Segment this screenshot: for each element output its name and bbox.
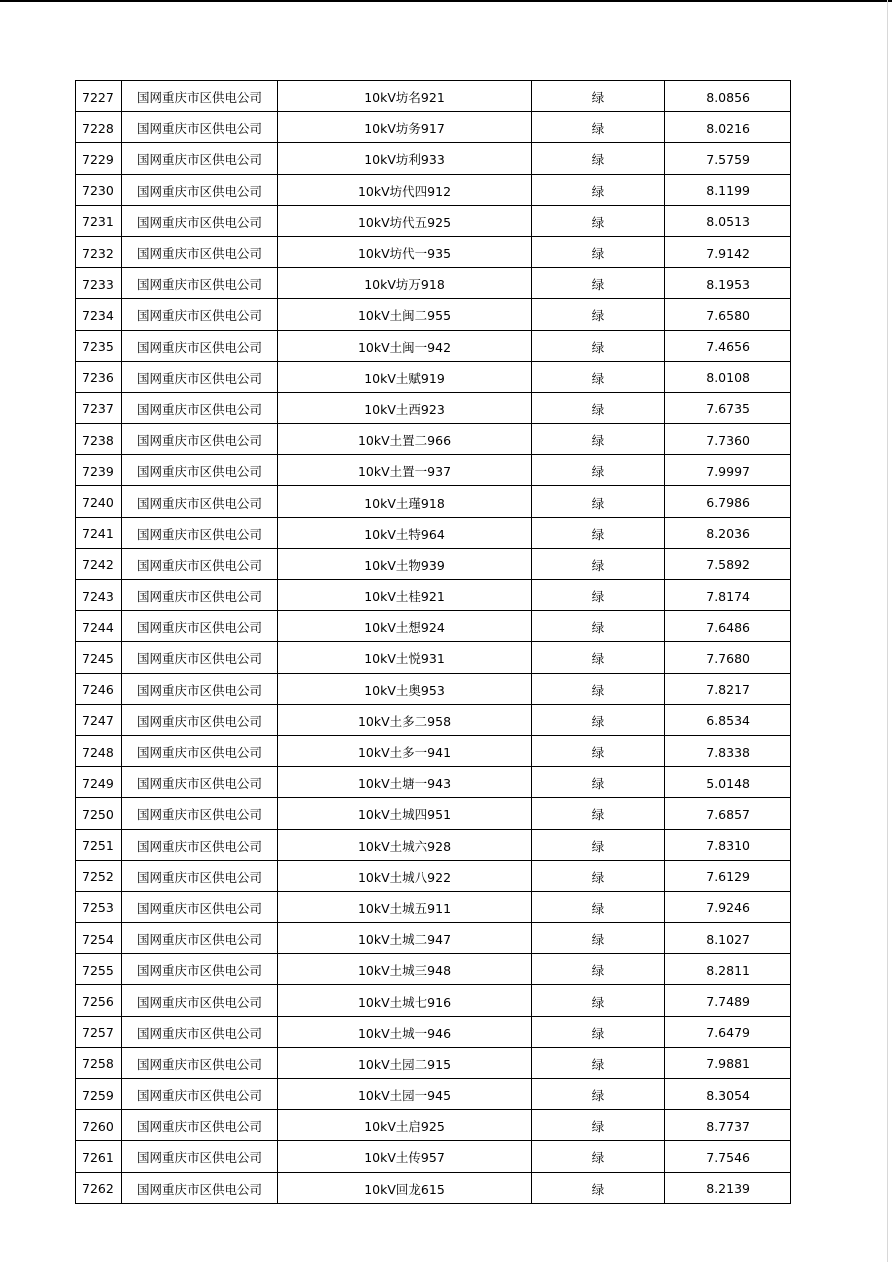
table-row (76, 112, 791, 143)
company-name: 国网重庆市区供电公司 (122, 642, 278, 673)
feeder-line-name: 10kV坊代一935 (278, 236, 532, 267)
company-name: 国网重庆市区供电公司 (122, 891, 278, 922)
row-number: 7231 (76, 205, 122, 236)
metric-value: 7.7680 (665, 642, 791, 673)
company-name: 国网重庆市区供电公司 (122, 112, 278, 143)
company-name: 国网重庆市区供电公司 (122, 704, 278, 735)
company-name: 国网重庆市区供电公司 (122, 580, 278, 611)
company-name: 国网重庆市区供电公司 (122, 954, 278, 985)
feeder-line-name: 10kV土城四951 (278, 798, 532, 829)
feeder-line-name: 10kV土城五911 (278, 891, 532, 922)
feeder-line-name: 10kV坊万918 (278, 268, 532, 299)
feeder-data-table (75, 80, 791, 1204)
status-color: 绿 (532, 1172, 665, 1203)
feeder-line-name: 10kV坊名921 (278, 81, 532, 112)
metric-value: 8.2139 (665, 1172, 791, 1203)
table-row (76, 1110, 791, 1141)
page-top-border (0, 0, 892, 2)
company-name: 国网重庆市区供电公司 (122, 486, 278, 517)
company-name: 国网重庆市区供电公司 (122, 860, 278, 891)
table-body (76, 81, 791, 1204)
row-number: 7261 (76, 1141, 122, 1172)
row-number: 7246 (76, 673, 122, 704)
feeder-line-name: 10kV土奥953 (278, 673, 532, 704)
row-number: 7232 (76, 236, 122, 267)
metric-value: 7.6857 (665, 798, 791, 829)
status-color: 绿 (532, 891, 665, 922)
feeder-line-name: 10kV土瑾918 (278, 486, 532, 517)
company-name: 国网重庆市区供电公司 (122, 923, 278, 954)
metric-value: 8.2811 (665, 954, 791, 985)
row-number: 7242 (76, 548, 122, 579)
status-color: 绿 (532, 299, 665, 330)
table-row (76, 1016, 791, 1047)
company-name: 国网重庆市区供电公司 (122, 611, 278, 642)
feeder-line-name: 10kV坊务917 (278, 112, 532, 143)
metric-value: 7.8174 (665, 580, 791, 611)
status-color: 绿 (532, 1141, 665, 1172)
table-row (76, 81, 791, 112)
company-name: 国网重庆市区供电公司 (122, 455, 278, 486)
table-row (76, 1172, 791, 1203)
company-name: 国网重庆市区供电公司 (122, 798, 278, 829)
row-number: 7257 (76, 1016, 122, 1047)
feeder-line-name: 10kV土西923 (278, 392, 532, 423)
metric-value: 7.9246 (665, 891, 791, 922)
feeder-line-name: 10kV土园一945 (278, 1079, 532, 1110)
table-row (76, 236, 791, 267)
status-color: 绿 (532, 1079, 665, 1110)
row-number: 7262 (76, 1172, 122, 1203)
metric-value: 7.5892 (665, 548, 791, 579)
company-name: 国网重庆市区供电公司 (122, 236, 278, 267)
status-color: 绿 (532, 268, 665, 299)
row-number: 7228 (76, 112, 122, 143)
row-number: 7258 (76, 1047, 122, 1078)
metric-value: 8.1027 (665, 923, 791, 954)
table-row (76, 143, 791, 174)
row-number: 7256 (76, 985, 122, 1016)
feeder-line-name: 10kV坊利933 (278, 143, 532, 174)
company-name: 国网重庆市区供电公司 (122, 829, 278, 860)
status-color: 绿 (532, 486, 665, 517)
table-row (76, 860, 791, 891)
status-color: 绿 (532, 1110, 665, 1141)
feeder-line-name: 10kV土城六928 (278, 829, 532, 860)
metric-value: 7.6735 (665, 392, 791, 423)
table-row (76, 985, 791, 1016)
table-row (76, 767, 791, 798)
metric-value: 7.6479 (665, 1016, 791, 1047)
metric-value: 7.4656 (665, 330, 791, 361)
company-name: 国网重庆市区供电公司 (122, 143, 278, 174)
table-row (76, 361, 791, 392)
row-number: 7259 (76, 1079, 122, 1110)
metric-value: 7.6486 (665, 611, 791, 642)
status-color: 绿 (532, 1047, 665, 1078)
status-color: 绿 (532, 517, 665, 548)
metric-value: 8.0108 (665, 361, 791, 392)
feeder-line-name: 10kV土特964 (278, 517, 532, 548)
feeder-line-name: 10kV土赋919 (278, 361, 532, 392)
metric-value: 7.9997 (665, 455, 791, 486)
row-number: 7237 (76, 392, 122, 423)
row-number: 7227 (76, 81, 122, 112)
table-row (76, 798, 791, 829)
status-color: 绿 (532, 1016, 665, 1047)
company-name: 国网重庆市区供电公司 (122, 330, 278, 361)
feeder-line-name: 10kV土城一946 (278, 1016, 532, 1047)
feeder-line-name: 10kV土塘一943 (278, 767, 532, 798)
metric-value: 8.1199 (665, 174, 791, 205)
row-number: 7241 (76, 517, 122, 548)
table-row (76, 1141, 791, 1172)
company-name: 国网重庆市区供电公司 (122, 1016, 278, 1047)
row-number: 7244 (76, 611, 122, 642)
status-color: 绿 (532, 767, 665, 798)
status-color: 绿 (532, 673, 665, 704)
table-row (76, 704, 791, 735)
feeder-line-name: 10kV土闽二955 (278, 299, 532, 330)
metric-value: 7.5759 (665, 143, 791, 174)
company-name: 国网重庆市区供电公司 (122, 985, 278, 1016)
row-number: 7243 (76, 580, 122, 611)
feeder-line-name: 10kV土物939 (278, 548, 532, 579)
row-number: 7235 (76, 330, 122, 361)
feeder-line-name: 10kV土悦931 (278, 642, 532, 673)
company-name: 国网重庆市区供电公司 (122, 361, 278, 392)
status-color: 绿 (532, 704, 665, 735)
table-row (76, 268, 791, 299)
table-row (76, 1047, 791, 1078)
status-color: 绿 (532, 81, 665, 112)
metric-value: 8.0216 (665, 112, 791, 143)
metric-value: 8.1953 (665, 268, 791, 299)
table-row (76, 954, 791, 985)
table-row (76, 891, 791, 922)
table-row (76, 735, 791, 766)
row-number: 7253 (76, 891, 122, 922)
company-name: 国网重庆市区供电公司 (122, 1079, 278, 1110)
company-name: 国网重庆市区供电公司 (122, 174, 278, 205)
row-number: 7250 (76, 798, 122, 829)
company-name: 国网重庆市区供电公司 (122, 1141, 278, 1172)
company-name: 国网重庆市区供电公司 (122, 517, 278, 548)
table-row (76, 611, 791, 642)
feeder-line-name: 10kV土置一937 (278, 455, 532, 486)
feeder-line-name: 10kV回龙615 (278, 1172, 532, 1203)
metric-value: 7.8310 (665, 829, 791, 860)
feeder-line-name: 10kV土城七916 (278, 985, 532, 1016)
table-row (76, 580, 791, 611)
status-color: 绿 (532, 735, 665, 766)
table-row (76, 548, 791, 579)
metric-value: 7.8217 (665, 673, 791, 704)
feeder-line-name: 10kV土传957 (278, 1141, 532, 1172)
row-number: 7233 (76, 268, 122, 299)
feeder-line-name: 10kV土闽一942 (278, 330, 532, 361)
table-row (76, 829, 791, 860)
status-color: 绿 (532, 580, 665, 611)
status-color: 绿 (532, 954, 665, 985)
company-name: 国网重庆市区供电公司 (122, 268, 278, 299)
row-number: 7260 (76, 1110, 122, 1141)
metric-value: 8.0856 (665, 81, 791, 112)
row-number: 7251 (76, 829, 122, 860)
feeder-line-name: 10kV土园二915 (278, 1047, 532, 1078)
metric-value: 7.7360 (665, 424, 791, 455)
row-number: 7247 (76, 704, 122, 735)
status-color: 绿 (532, 548, 665, 579)
status-color: 绿 (532, 829, 665, 860)
row-number: 7236 (76, 361, 122, 392)
company-name: 国网重庆市区供电公司 (122, 81, 278, 112)
feeder-line-name: 10kV土多二958 (278, 704, 532, 735)
status-color: 绿 (532, 985, 665, 1016)
table-row (76, 299, 791, 330)
row-number: 7245 (76, 642, 122, 673)
status-color: 绿 (532, 236, 665, 267)
row-number: 7229 (76, 143, 122, 174)
feeder-line-name: 10kV土城三948 (278, 954, 532, 985)
feeder-line-name: 10kV土桂921 (278, 580, 532, 611)
table-row (76, 205, 791, 236)
table-row (76, 392, 791, 423)
status-color: 绿 (532, 424, 665, 455)
company-name: 国网重庆市区供电公司 (122, 392, 278, 423)
feeder-line-name: 10kV土城八922 (278, 860, 532, 891)
company-name: 国网重庆市区供电公司 (122, 424, 278, 455)
table-row (76, 486, 791, 517)
metric-value: 7.9142 (665, 236, 791, 267)
status-color: 绿 (532, 112, 665, 143)
status-color: 绿 (532, 174, 665, 205)
status-color: 绿 (532, 455, 665, 486)
status-color: 绿 (532, 143, 665, 174)
status-color: 绿 (532, 860, 665, 891)
row-number: 7230 (76, 174, 122, 205)
row-number: 7238 (76, 424, 122, 455)
table-row (76, 424, 791, 455)
company-name: 国网重庆市区供电公司 (122, 1047, 278, 1078)
status-color: 绿 (532, 798, 665, 829)
status-color: 绿 (532, 330, 665, 361)
feeder-line-name: 10kV土城二947 (278, 923, 532, 954)
metric-value: 7.6580 (665, 299, 791, 330)
feeder-line-name: 10kV坊代五925 (278, 205, 532, 236)
feeder-line-name: 10kV土想924 (278, 611, 532, 642)
metric-value: 8.2036 (665, 517, 791, 548)
metric-value: 7.9881 (665, 1047, 791, 1078)
status-color: 绿 (532, 392, 665, 423)
company-name: 国网重庆市区供电公司 (122, 673, 278, 704)
company-name: 国网重庆市区供电公司 (122, 205, 278, 236)
metric-value: 6.8534 (665, 704, 791, 735)
row-number: 7255 (76, 954, 122, 985)
feeder-line-name: 10kV土多一941 (278, 735, 532, 766)
company-name: 国网重庆市区供电公司 (122, 1110, 278, 1141)
status-color: 绿 (532, 642, 665, 673)
feeder-line-name: 10kV土启925 (278, 1110, 532, 1141)
table-row (76, 517, 791, 548)
page-right-edge (887, 0, 888, 1262)
status-color: 绿 (532, 205, 665, 236)
table-row (76, 174, 791, 205)
row-number: 7249 (76, 767, 122, 798)
metric-value: 7.7546 (665, 1141, 791, 1172)
metric-value: 8.7737 (665, 1110, 791, 1141)
company-name: 国网重庆市区供电公司 (122, 767, 278, 798)
row-number: 7240 (76, 486, 122, 517)
table-row (76, 455, 791, 486)
company-name: 国网重庆市区供电公司 (122, 735, 278, 766)
metric-value: 7.7489 (665, 985, 791, 1016)
company-name: 国网重庆市区供电公司 (122, 1172, 278, 1203)
feeder-line-name: 10kV坊代四912 (278, 174, 532, 205)
status-color: 绿 (532, 923, 665, 954)
metric-value: 8.0513 (665, 205, 791, 236)
row-number: 7239 (76, 455, 122, 486)
metric-value: 8.3054 (665, 1079, 791, 1110)
row-number: 7234 (76, 299, 122, 330)
table-row (76, 330, 791, 361)
metric-value: 5.0148 (665, 767, 791, 798)
status-color: 绿 (532, 361, 665, 392)
row-number: 7248 (76, 735, 122, 766)
metric-value: 7.6129 (665, 860, 791, 891)
metric-value: 7.8338 (665, 735, 791, 766)
row-number: 7252 (76, 860, 122, 891)
table-row (76, 1079, 791, 1110)
table-row (76, 673, 791, 704)
table-row (76, 642, 791, 673)
company-name: 国网重庆市区供电公司 (122, 299, 278, 330)
status-color: 绿 (532, 611, 665, 642)
company-name: 国网重庆市区供电公司 (122, 548, 278, 579)
table-row (76, 923, 791, 954)
feeder-line-name: 10kV土置二966 (278, 424, 532, 455)
row-number: 7254 (76, 923, 122, 954)
metric-value: 6.7986 (665, 486, 791, 517)
